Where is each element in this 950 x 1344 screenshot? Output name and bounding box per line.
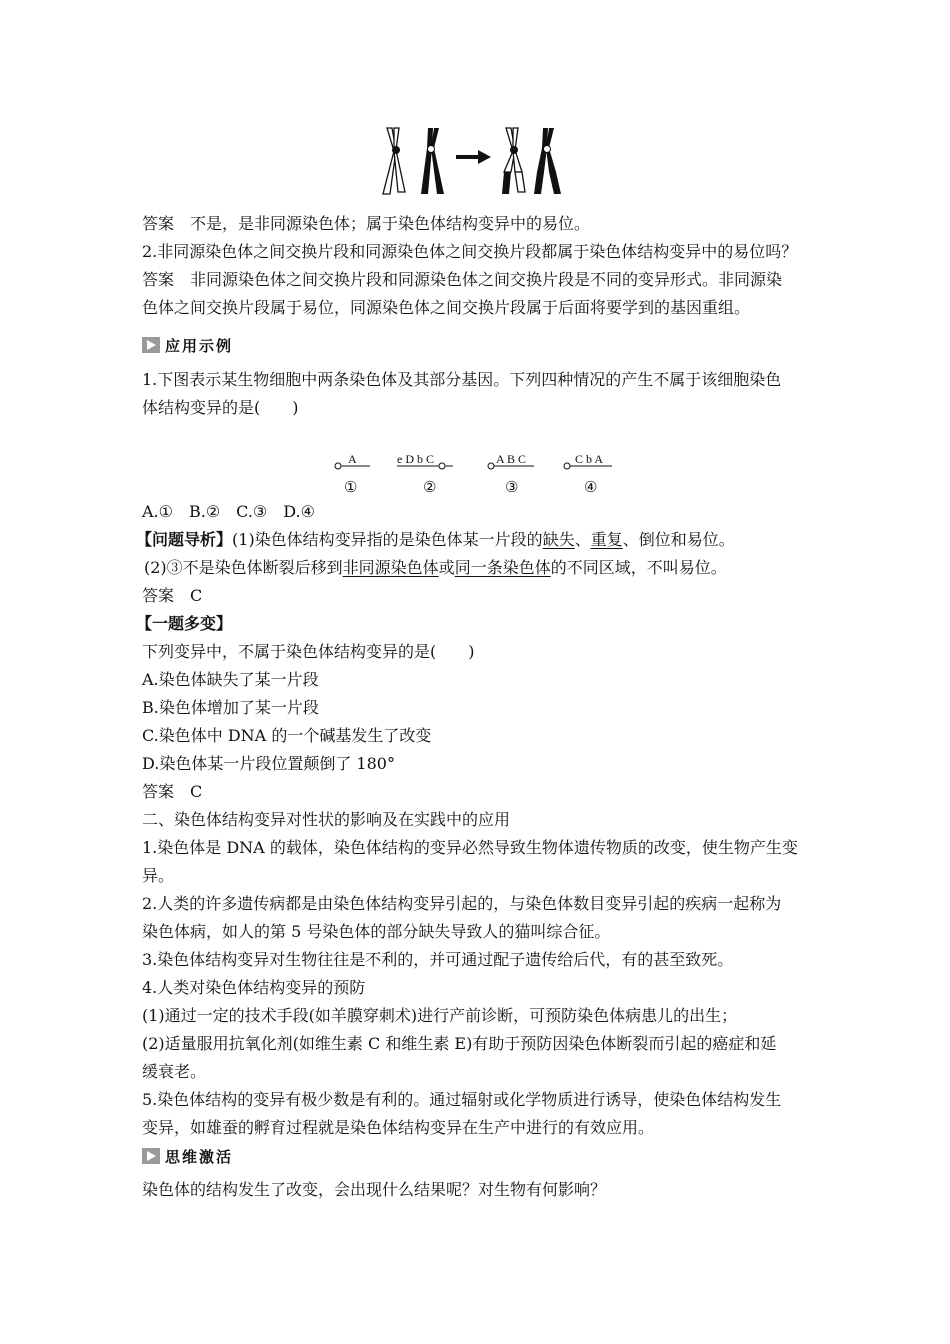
point-line: 染色体病，如人的第 5 号染色体的部分缺失导致人的猫叫综合征。 xyxy=(142,922,611,941)
play-triangle-icon xyxy=(142,337,160,353)
answer-3: 答案 C xyxy=(142,586,203,605)
point-line: (1)通过一定的技术手段(如羊膜穿刺术)进行产前诊断，可预防染色体病患儿的出生； xyxy=(142,1006,738,1025)
example-1-options: A.① B.② C.③ D.④ xyxy=(142,502,315,521)
point-line: 1.染色体是 DNA 的载体，染色体结构的变异必然导致生物体遗传物质的改变，使生物产生变 xyxy=(142,838,798,857)
think-question: 染色体的结构发生了改变，会出现什么结果呢？对生物有何影响？ xyxy=(142,1180,607,1199)
variant-option-b: B.染色体增加了某一片段 xyxy=(142,698,319,717)
section-example-header: 应用示例 xyxy=(142,334,233,356)
part-2-title: 二、染色体结构变异对性状的影响及在实践中的应用 xyxy=(142,810,511,829)
question-2: 2.非同源染色体之间交换片段和同源染色体之间交换片段都属于染色体结构变异中的易位吗？ xyxy=(142,242,798,261)
variant-tag: 【一题多变】 xyxy=(136,614,233,633)
point-line: 异。 xyxy=(142,866,175,885)
play-triangle-icon xyxy=(142,1148,160,1164)
variant-option-c: C.染色体中 DNA 的一个碱基发生了改变 xyxy=(142,726,432,745)
answer-4: 答案 C xyxy=(142,782,203,801)
point-line: 4.人类对染色体结构变异的预防 xyxy=(142,978,366,997)
example-1-line-1: 1.下图表示某生物细胞中两条染色体及其部分基因。下列四种情况的产生不属于该细胞染色 xyxy=(142,370,782,389)
point-line: 5.染色体结构的变异有极少数是有利的。通过辐射或化学物质进行诱导，使染色体结构发生 xyxy=(142,1090,782,1109)
point-line: (2)适量服用抗氧化剂(如维生素 C 和维生素 E)有助于预防因染色体断裂而引起的癌症和延 xyxy=(142,1034,777,1053)
variant-question: 下列变异中，不属于染色体结构变异的是( ) xyxy=(142,642,475,661)
answer-2-line-2: 色体之间交换片段属于易位，同源染色体之间交换片段属于后面将要学到的基因重组。 xyxy=(142,298,751,317)
point-line: 缓衰老。 xyxy=(142,1062,207,1081)
answer-2-line-1: 答案 非同源染色体之间交换片段和同源染色体之间交换片段是不同的变异形式。非同源染 xyxy=(142,270,783,289)
analysis-line-2: (2)③不是染色体断裂后移到非同源染色体或同一条染色体的不同区域，不叫易位。 xyxy=(144,558,727,577)
point-line: 2.人类的许多遗传病都是由染色体结构变异引起的，与染色体数目变异引起的疾病一起称为 xyxy=(142,894,782,913)
example-1-line-2: 体结构变异的是( ) xyxy=(142,398,299,417)
point-line: 3.染色体结构变异对生物往往是不利的，并可通过配子遗传给后代，有的甚至致死。 xyxy=(142,950,734,969)
answer-1: 答案 不是，是非同源染色体；属于染色体结构变异中的易位。 xyxy=(142,214,591,233)
variant-option-d: D.染色体某一片段位置颠倒了 180° xyxy=(142,754,395,773)
analysis-line-1: 【问题导析】(1)染色体结构变异指的是染色体某一片段的缺失、重复、倒位和易位。 xyxy=(136,530,735,549)
chromosome-translocation-figure xyxy=(378,124,578,202)
section-think-header: 思维激活 xyxy=(142,1145,233,1167)
point-line: 变异，如雄蚕的孵育过程就是染色体结构变异在生产中进行的有效应用。 xyxy=(142,1118,655,1137)
variant-option-a: A.染色体缺失了某一片段 xyxy=(142,670,319,689)
